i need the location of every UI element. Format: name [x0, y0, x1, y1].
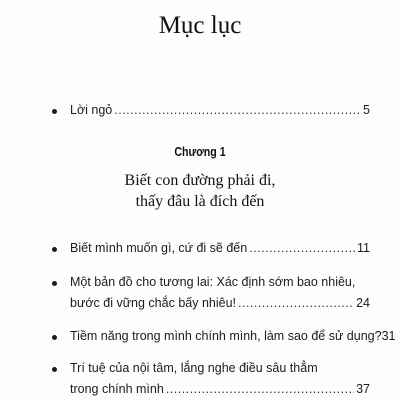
bullet-icon	[52, 367, 57, 372]
toc-entry-line	[70, 360, 370, 376]
bullet-icon	[52, 109, 57, 114]
dot-leader	[249, 240, 355, 256]
toc-entry-page: 37	[356, 382, 370, 396]
toc-entry-text: Biết mình muốn gì, cứ đi sẽ đến	[70, 241, 248, 255]
toc-entry-page: 24	[356, 296, 370, 310]
toc-entry-line	[70, 295, 370, 311]
chapter-title-line-2: thấy đâu là đích đến	[135, 193, 265, 210]
toc-entry-line	[70, 381, 370, 397]
toc-entry-page: 31	[381, 329, 396, 343]
toc-entry-page: 11	[357, 241, 370, 255]
bullet-icon	[52, 281, 57, 286]
toc-entry-line	[70, 102, 370, 118]
toc-entry-line	[70, 274, 370, 290]
toc-entry-text: Một bản đồ cho tương lai: Xác định sớm bao nhiêu,	[70, 275, 356, 289]
toc-entry-line	[70, 328, 396, 344]
dot-leader	[166, 381, 354, 397]
page-title: Mục lục	[158, 12, 242, 39]
toc-entry-text-cont: trong chính mình	[70, 382, 164, 396]
chapter-title-line-1: Biết con đường phải đi,	[124, 172, 276, 189]
dot-leader	[238, 295, 354, 311]
toc-entry-page: 5	[363, 103, 370, 117]
toc-entry-text-cont: bước đi vững chắc bấy nhiêu!	[70, 296, 236, 310]
dot-leader	[114, 102, 361, 118]
toc-entry-line	[70, 240, 370, 256]
toc-entry-text: Trí tuệ của nội tâm, lắng nghe điều sâu thẳm	[70, 361, 318, 375]
toc-entry-text: Tiềm năng trong mình chính mình, làm sao để sử dụng?	[70, 329, 382, 343]
toc-entry-text: Lời ngỏ	[70, 103, 113, 117]
bullet-icon	[52, 335, 57, 340]
chapter-label: Chương 1	[174, 145, 226, 159]
bullet-icon	[52, 247, 57, 252]
